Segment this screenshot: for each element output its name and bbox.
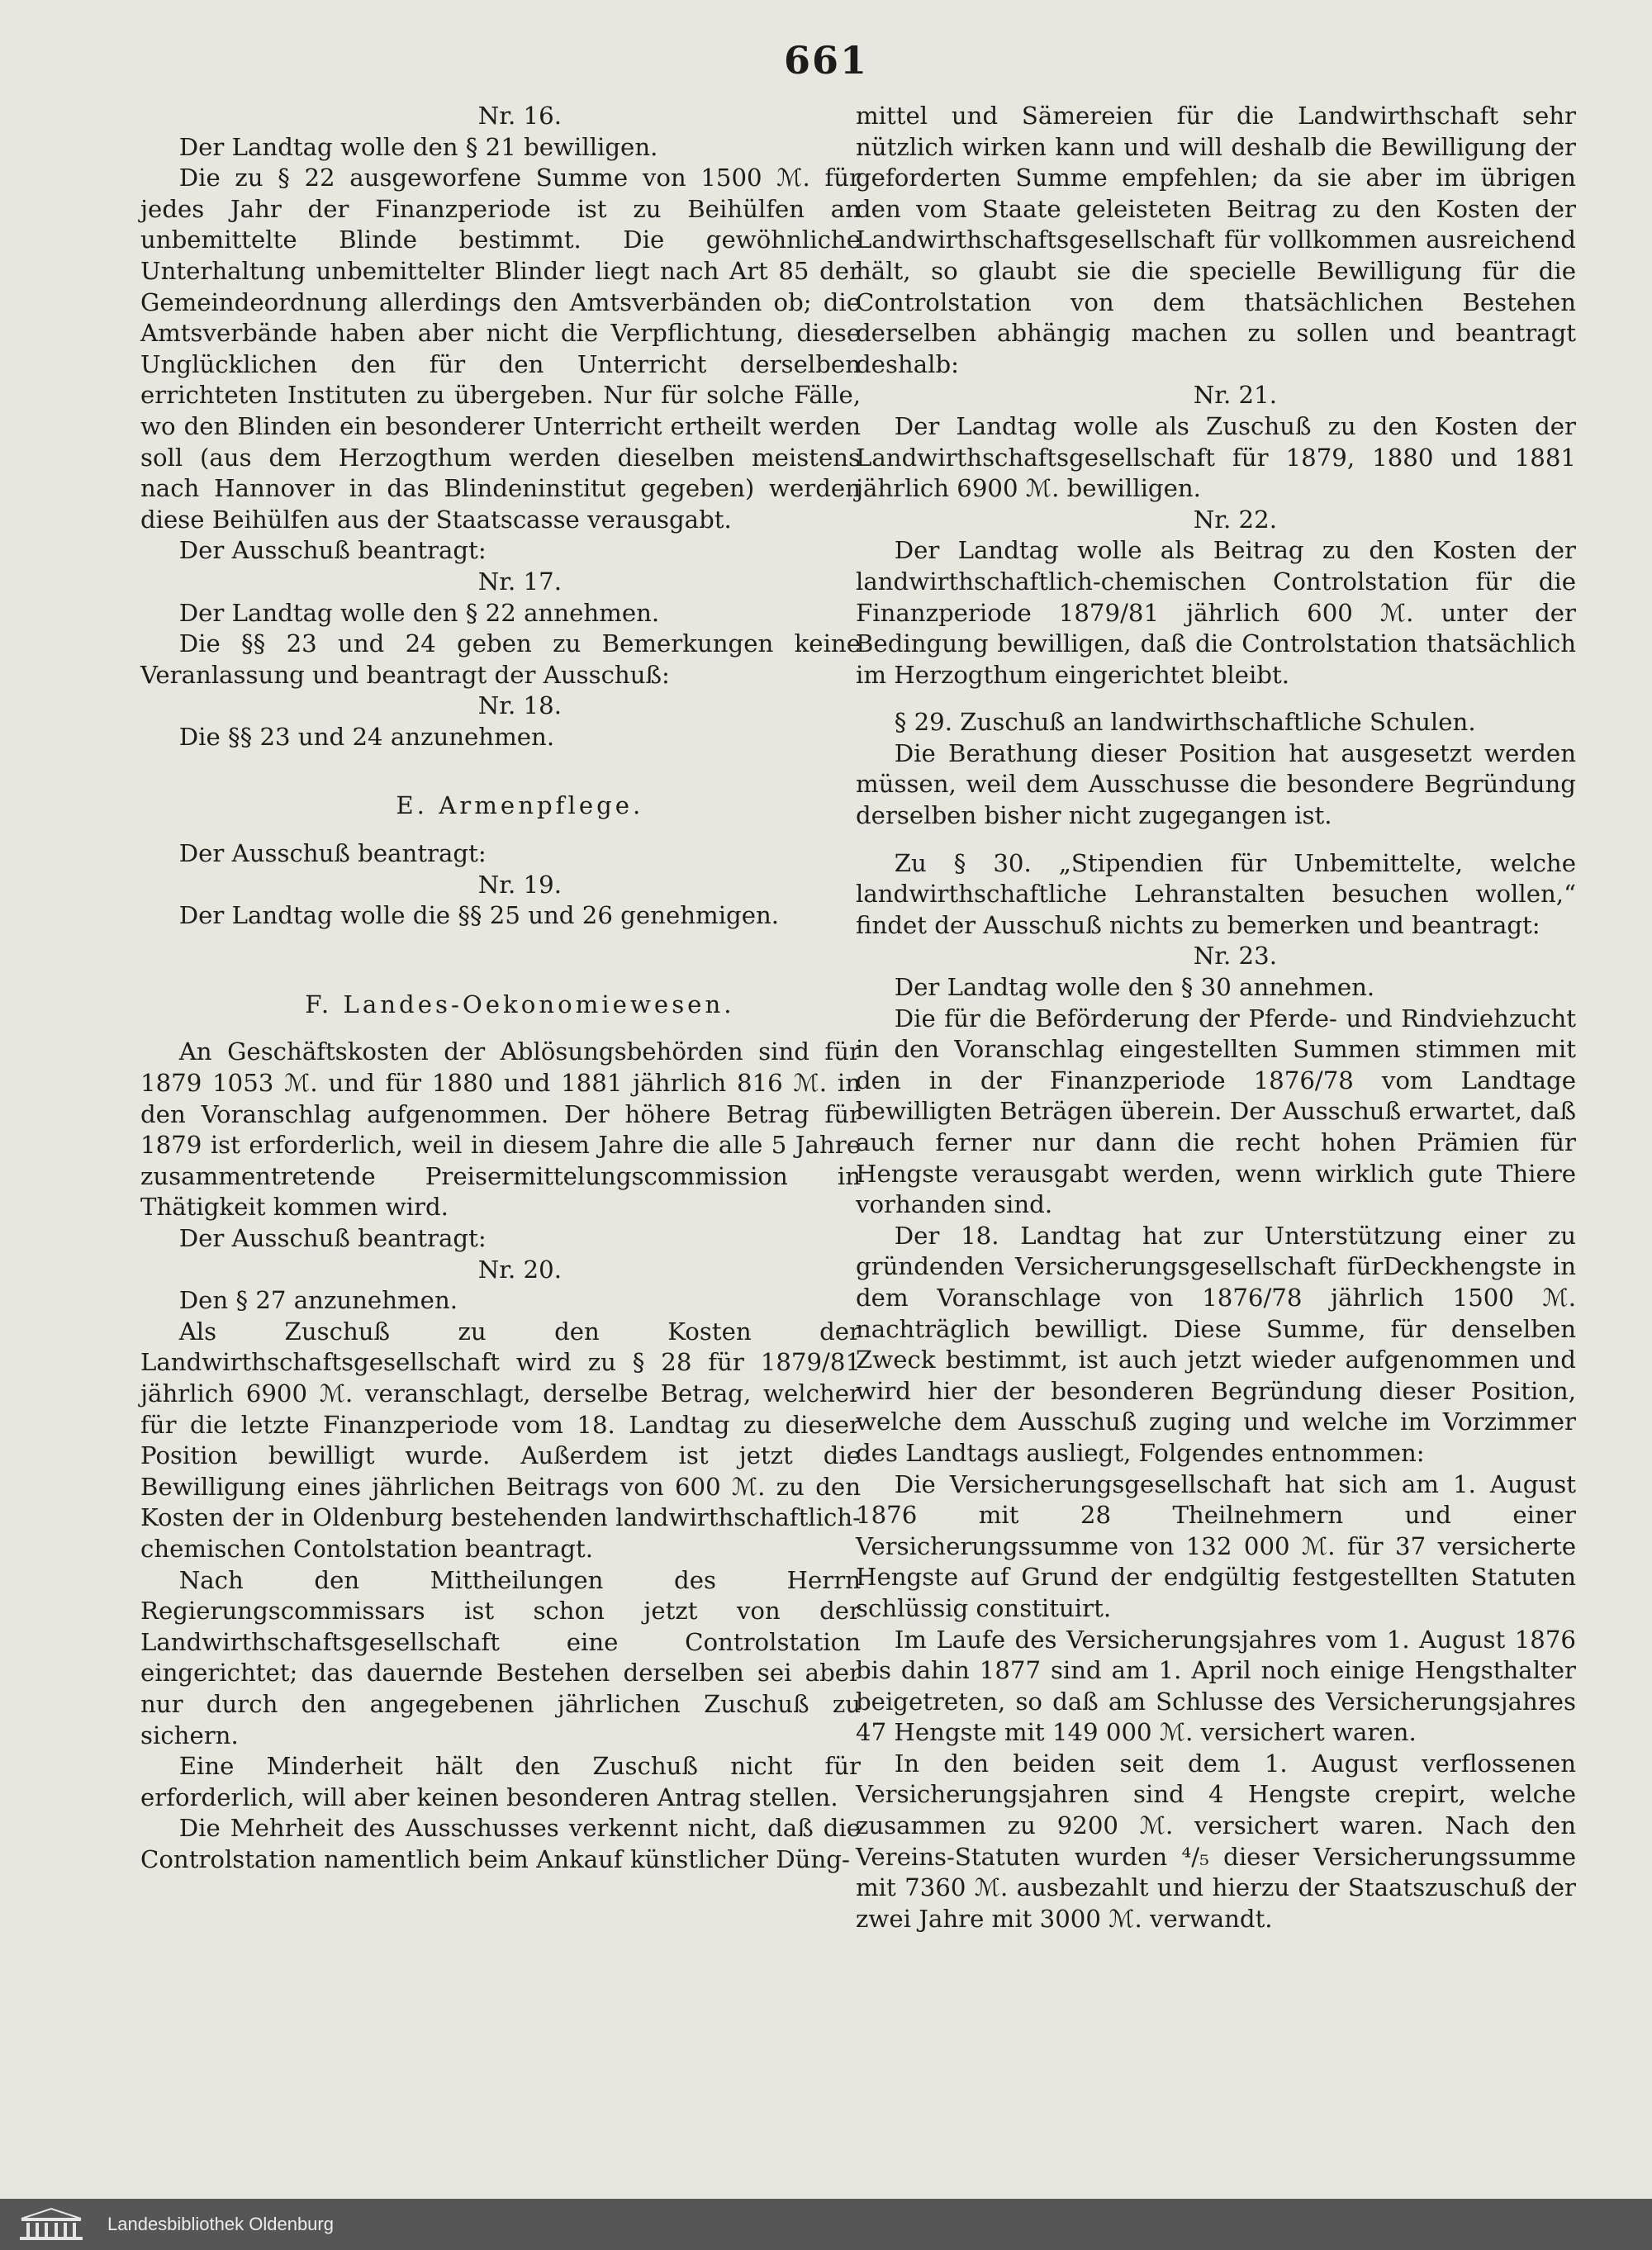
paragraph: Eine Minderheit hält den Zuschuß nicht für erforderlich, will aber keinen besonderen Antrag stellen.: [140, 1752, 861, 1811]
paragraph: Der Ausschuß beantragt:: [178, 536, 487, 565]
paragraph: Der Landtag wolle den § 30 annehmen.: [894, 973, 1375, 1002]
spacer: [856, 832, 1576, 848]
paragraph: Die Mehrheit des Ausschusses verkennt nicht, daß die Controlstation namentlich beim Ankauf künstlicher Düng-: [140, 1814, 861, 1873]
paragraph: Der Ausschuß beantragt:: [178, 1224, 487, 1252]
paragraph: Den § 27 anzunehmen.: [178, 1286, 458, 1315]
paragraph: Die §§ 23 und 24 geben zu Bemerkungen keine Veranlassung und beantragt der Ausschuß:: [140, 629, 861, 689]
paragraph: Der Ausschuß beantragt:: [178, 839, 487, 868]
paragraph: In den beiden seit dem 1. August verflossenen Versicherungsjahren sind 4 Hengste crepirt, welche zusammen zu 9200 ℳ. versichert waren. Nach den Vereins-Statuten wurden ⁴/₅ dieser Versicherungssumme mit 7360 ℳ. ausbezahlt und hierzu der Staatszuschuß der zwei Jahre mit 3000 ℳ. verwandt.: [856, 1749, 1576, 1933]
library-name: Landesbibliothek Oldenburg: [107, 2214, 334, 2234]
paragraph: Als Zuschuß zu den Kosten der Landwirthschaftsgesellschaft wird zu § 28 für 1879/81 jährlich 6900 ℳ. veranschlagt, derselbe Betrag, welcher für die letzte Finanzperiode vom 18. Landtag zu dieser Position bewilligt wurde. Außerdem ist jetzt die Bewilligung eines jährlichen Beitrags von 600 ℳ. zu den Kosten der in Oldenburg bestehenden landwirthschaftlich-chemischen Contolstation beantragt.: [140, 1317, 861, 1563]
spacer: [856, 691, 1576, 707]
paragraph: Die für die Beförderung der Pferde- und Rindviehzucht in den Voranschlag eingestellten Summen stimmen mit den in der Finanzperiode 1876/78 vom Landtage bewilligten Beträgen überein. Der Ausschuß erwartet, daß auch ferner nur dann die recht hohen Prämien für Hengste verausgabt werden, wenn wirklich gute Thiere vorhanden sind.: [856, 1004, 1576, 1219]
paragraph: Der 18. Landtag hat zur Unterstützung einer zu gründenden Versicherungsgesellschaft fürDeckhengste in dem Voranschlage von 1876/78 jährlich 1500 ℳ. nachträglich bewilligt. Diese Summe, für denselben Zweck bestimmt, ist auch jetzt wieder aufgenommen und wird hier der besonderen Begründung dieser Position, welche dem Ausschuß zuging und welche im Vorzimmer des Landtags ausliegt, Folgendes entnommen:: [856, 1221, 1576, 1467]
paragraph: Der Landtag wolle als Beitrag zu den Kosten der landwirthschaftlich-chemischen Controlstation für die Finanzperiode 1879/81 jährlich 600 ℳ. unter der Bedingung bewilligen, daß die Controlstation thatsächlich im Herzogthum eingerichtet bleibt.: [856, 536, 1576, 689]
section-heading: F. Landes-Oekonomiewesen.: [305, 990, 735, 1018]
item-number: Nr. 16.: [477, 102, 562, 130]
left-column: [140, 101, 861, 1875]
paragraph: Der Landtag wolle als Zuschuß zu den Kosten der Landwirthschaftsgesellschaft für 1879, 1880 und 1881 jährlich 6900 ℳ. bewilligen.: [856, 411, 1576, 503]
item-number: Nr. 21.: [1193, 381, 1277, 410]
item-number: Nr. 19.: [477, 870, 562, 899]
paragraph: Die Berathung dieser Position hat ausgesetzt werden müssen, weil dem Ausschusse die besondere Begründung derselben bisher nicht zugegangen ist.: [856, 738, 1576, 830]
paragraph: An Geschäftskosten der Ablösungsbehörden sind für 1879 1053 ℳ. und für 1880 und 1881 jährlich 816 ℳ. in den Voranschlag aufgenommen. Der höhere Betrag für 1879 ist erforderlich, weil in diesem Jahre die alle 5 Jahre zusammentretende Preisermittelungscommission in Thätigkeit kommen wird.: [140, 1037, 861, 1222]
paragraph: Die §§ 23 und 24 anzunehmen.: [178, 722, 555, 751]
page-number: 661: [783, 38, 869, 83]
right-column: [856, 101, 1576, 1934]
footer-bar: [0, 2199, 1652, 2250]
item-number: Nr. 20.: [477, 1255, 562, 1284]
spacer: [140, 752, 861, 790]
spacer: [140, 932, 861, 990]
paragraph: Zu § 30. „Stipendien für Unbemittelte, welche landwirthschaftliche Lehranstalten besuchen wollen,“ findet der Ausschuß nichts zu bemerken und beantragt:: [856, 848, 1576, 939]
item-number: Nr. 18.: [477, 691, 562, 720]
library-building-icon: [18, 2207, 84, 2242]
paragraph: mittel und Sämereien für die Landwirthschaft sehr nützlich wirken kann und will deshalb die Bewilligung der geforderten Summe empfehlen; da sie aber im übrigen den vom Staate geleisteten Beitrag zu den Kosten der Landwirthschaftsgesellschaft für vollkommen ausreichend hält, so glaubt sie die specielle Bewilligung für die Controlstation von dem thatsächlichen Bestehen derselben abhängig machen zu sollen und beantragt deshalb:: [856, 102, 1576, 378]
paragraph: § 29. Zuschuß an landwirthschaftliche Schulen.: [894, 708, 1476, 737]
paragraph: Die zu § 22 ausgeworfene Summe von 1500 ℳ. für jedes Jahr der Finanzperiode ist zu Beihülfen an unbemittelte Blinde bestimmt. Die gewöhnliche Unterhaltung unbemittelter Blinder liegt nach Art 85 der Gemeindeordnung allerdings den Amtsverbänden ob; die Amtsverbände haben aber nicht die Verpflichtung, diese Unglücklichen den für den Unterricht derselben errichteten Instituten zu übergeben. Nur für solche Fälle, wo den Blinden ein besonderer Unterricht ertheilt werden soll (aus dem Herzogthum werden dieselben meistens nach Hannover in das Blindeninstitut gegeben) werden diese Beihülfen aus der Staatscasse verausgabt.: [140, 164, 861, 534]
section-heading: E. Armenpflege.: [396, 791, 644, 820]
paragraph: Im Laufe des Versicherungsjahres vom 1. August 1876 bis dahin 1877 sind am 1. April noch einige Hengsthalter beigetreten, so daß am Schlusse des Versicherungsjahres 47 Hengste mit 149 000 ℳ. versichert waren.: [856, 1625, 1576, 1747]
spacer: [140, 1020, 861, 1037]
paragraph: Der Landtag wolle den § 21 bewilligen.: [178, 132, 658, 161]
paragraph: Der Landtag wolle den § 22 annehmen.: [178, 598, 660, 627]
paragraph: Die Versicherungsgesellschaft hat sich am 1. August 1876 mit 28 Theilnehmern und einer Versicherungssumme von 132 000 ℳ. für 37 versicherte Hengste auf Grund der endgültig festgestellten Statuten schlüssig constituirt.: [856, 1469, 1576, 1622]
paragraph: Der Landtag wolle die §§ 25 und 26 genehmigen.: [178, 901, 780, 930]
item-number: Nr. 22.: [1193, 505, 1277, 534]
item-number: Nr. 17.: [477, 567, 562, 596]
paragraph: Nach den Mittheilungen des Herrn Regierungscommissars ist schon jetzt von der Landwirthschaftsgesellschaft eine Controlstation eingerichtet; das dauernde Bestehen derselben sei aber nur durch den angegebenen jährlichen Zuschuß zu sichern.: [140, 1565, 861, 1749]
spacer: [140, 822, 861, 838]
item-number: Nr. 23.: [1193, 942, 1277, 971]
